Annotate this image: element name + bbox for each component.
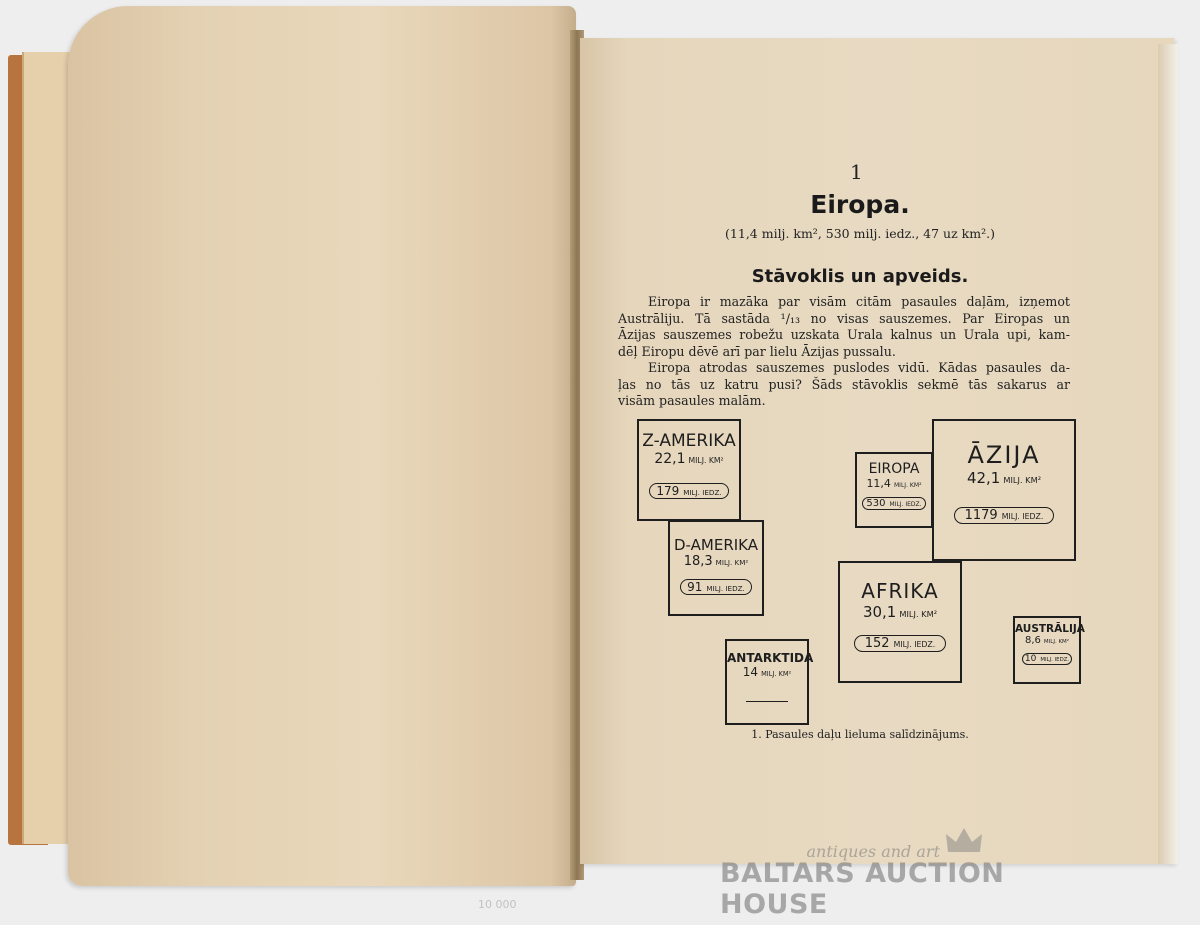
continent-area: 18,3 MILJ. KM² (683, 554, 749, 569)
text-line: visām pasaules malām. (618, 393, 766, 408)
continent-box-antarktida (725, 639, 814, 725)
no-population-dash (746, 701, 788, 702)
continent-name: AFRIKA (861, 579, 939, 603)
population-pill: 10 MILJ. IEDZ. (1022, 653, 1072, 665)
page-edge (1158, 44, 1178, 864)
population-pill: 530 MILJ. IEDZ. (862, 497, 925, 510)
chapter-number: 1 (850, 160, 863, 184)
text-line: ļas no tās uz katru pusi? Šāds stāvoklis sekmē tās sakarus ar (618, 376, 1070, 392)
population-pill: 179 MILJ. IEDZ. (649, 483, 728, 499)
title-stats: (11,4 milj. km², 530 milj. iedz., 47 uz km².) (725, 226, 995, 241)
population-pill: 152 MILJ. IEDZ. (854, 635, 947, 652)
continent-box-australija (1013, 616, 1085, 684)
text-line: Āzijas sauszemes robežu uzskata Urala kalnus un Urala upi, kam- (618, 327, 1070, 342)
continent-area: 8,6 MILJ. KM² (1024, 635, 1069, 646)
continent-name: AUSTRĀLIJA (1015, 623, 1085, 635)
text-line: Austrāliju. Tā sastāda ¹/₁₃ no visas sauszemes. Par Eiropas un (618, 310, 1070, 326)
text-line: Eiropa ir mazāka par visām citām pasaules daļām, izņemot (648, 294, 1070, 309)
continent-area: 22,1 MILJ. KM² (654, 451, 724, 467)
continent-area: 30,1 MILJ. KM² (862, 603, 938, 621)
continent-box-afrika (838, 561, 962, 683)
population-pill: 1179 MILJ. IEDZ. (954, 507, 1055, 524)
continent-box-eiropa (855, 452, 933, 528)
body-text (618, 294, 1070, 410)
continent-box-z-amerika (637, 419, 741, 521)
section-heading: Stāvoklis un apveids. (751, 266, 969, 287)
watermark-brand: BALTARS AUCTION HOUSE (720, 858, 1005, 920)
text-line: Eiropa atrodas sauszemes puslodes vidū. Kādas pasaules da- (648, 360, 1070, 375)
continent-name: D-AMERIKA (674, 536, 758, 554)
text-line: dēļ Eiropu dēvē arī par lielu Āzijas pussalu. (618, 343, 896, 359)
figure-caption: 1. Pasaules daļu lieluma salīdzinājums. (751, 728, 969, 741)
continent-area: 42,1 MILJ. KM² (966, 469, 1042, 487)
continent-name: ĀZIJA (967, 441, 1041, 469)
crown-icon (944, 826, 984, 856)
continent-name: ANTARKTIDA (727, 651, 814, 665)
watermark-tagline: antiques and art (806, 842, 940, 861)
continent-box-azija (932, 419, 1076, 561)
continent-area: 14 MILJ. KM² (742, 665, 792, 679)
continent-box-d-amerika (668, 520, 764, 616)
continent-area: 11,4 MILJ. KM² (866, 477, 922, 490)
background-text: 10 000 (478, 898, 517, 911)
continent-name: EIROPA (868, 461, 920, 477)
continent-name: Z-AMERIKA (642, 431, 736, 451)
page-title: Eiropa. (810, 190, 910, 219)
population-pill: 91 MILJ. IEDZ. (680, 579, 752, 595)
left-page-blank (68, 6, 576, 886)
